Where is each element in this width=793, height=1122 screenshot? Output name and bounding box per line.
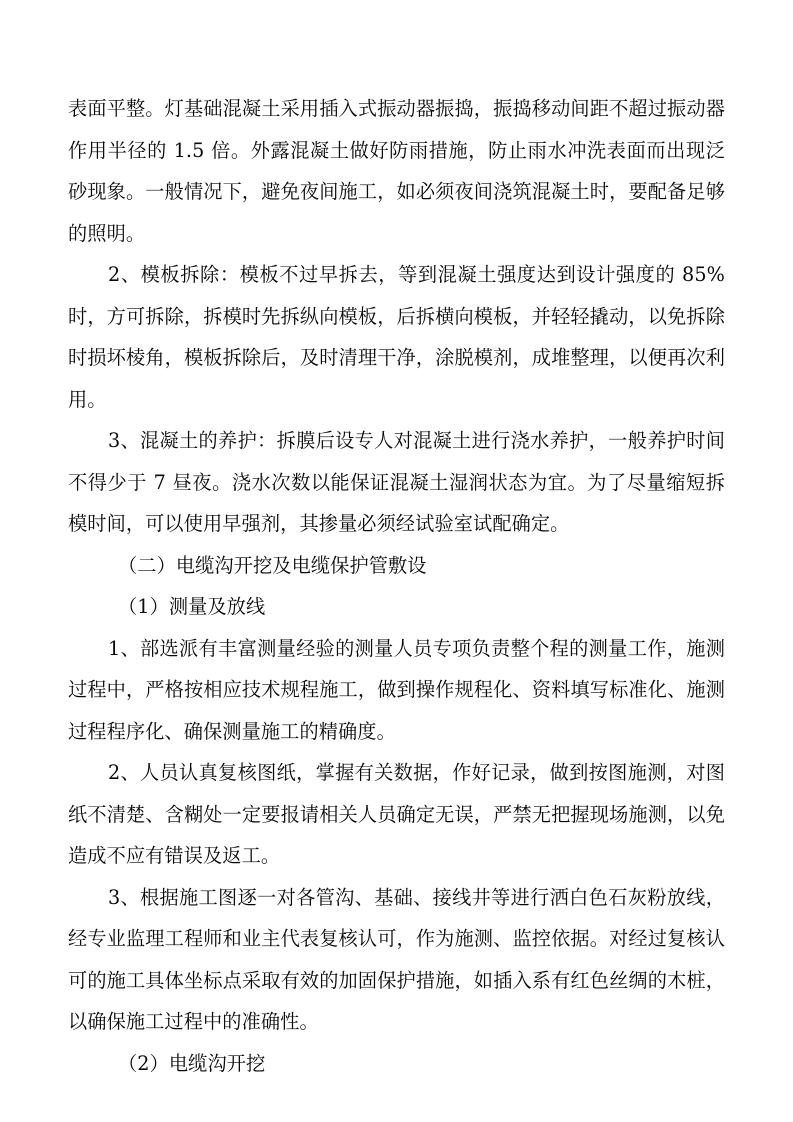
document-text-body — [68, 88, 725, 1084]
paragraph-drawing-verification: 2、人员认真复核图纸，掌握有关数据，作好记录，做到按图施测，对图纸不清楚、含糊处一定要报请相关人员确定无误，严禁无把握现场施测，以免造成不应有错误及返工。 — [68, 761, 725, 867]
paragraph-concrete-curing: 3、混凝土的养护：拆膜后设专人对混凝土进行浇水养护，一般养护时间不得少于 7 昼夜。浇水次数以能保证混凝土湿润状态为宜。为了尽量缩短拆模时间，可以使用早强剂，其掺量必须经试验室试配确定。 — [68, 429, 725, 535]
heading-cable-trench-excavation: （2）电缆沟开挖 — [118, 1051, 266, 1075]
paragraph-formwork-removal: 2、模板拆除：模板不过早拆去，等到混凝土强度达到设计强度的 85%时，方可拆除，拆模时先拆纵向模板，后拆横向模板，并轻轻撬动，以免拆除时损坏棱角，模板拆除后，及时清理干净，涂脱模剂，成堆整理，以便再次利用。 — [68, 263, 725, 411]
paragraph-surface-flatness: 表面平整。灯基础混凝土采用插入式振动器振捣，振捣移动间距不超过振动器作用半径的 1.5 倍。外露混凝土做好防雨措施，防止雨水冲洗表面而出现泛砂现象。一般情况下，避免夜间施工，如必须夜间浇筑混凝土时，要配备足够的照明。 — [68, 97, 725, 245]
paragraph-setting-out-lime-powder: 3、根据施工图逐一对各管沟、基础、接线井等进行洒白色石灰粉放线，经专业监理工程师和业主代表复核认可，作为施测、监控依据。对经过复核认可的施工具体坐标点采取有效的加固保护措施，如插入系有红色丝绸的木桩，以确保施工过程中的准确性。 — [68, 885, 725, 1033]
heading-cable-trench-section: （二）电缆沟开挖及电缆保护管敷设 — [118, 553, 427, 577]
paragraph-survey-personnel: 1、部选派有丰富测量经验的测量人员专项负责整个程的测量工作，施测过程中，严格按相应技术规程施工，做到操作规程化、资料填写标准化、施测过程程序化、确保测量施工的精确度。 — [68, 636, 725, 743]
heading-survey-and-setting-out: （1）测量及放线 — [118, 595, 266, 618]
